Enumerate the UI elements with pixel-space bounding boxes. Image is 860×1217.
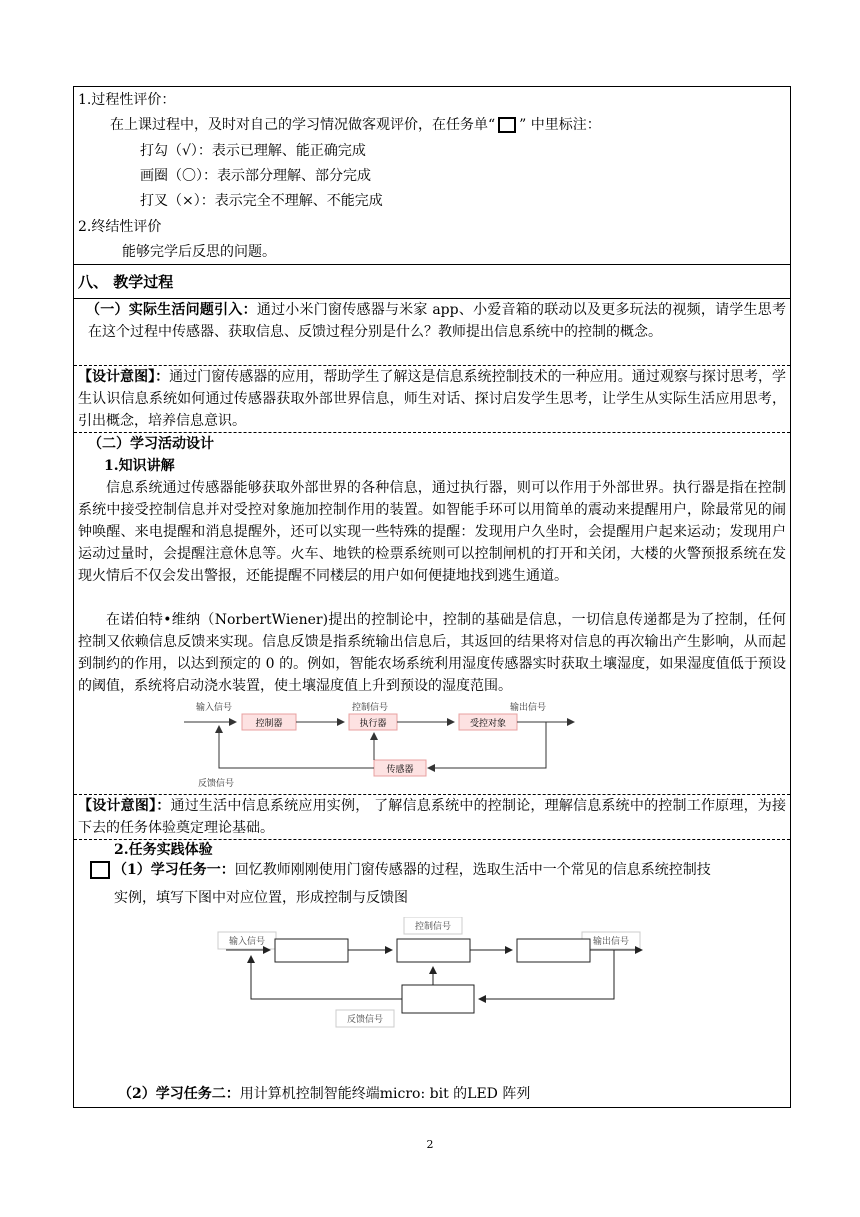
blank-box-4[interactable] xyxy=(402,985,474,1013)
summative-eval-text: 能够完学后反思的问题。 xyxy=(122,244,276,260)
blank-box-2[interactable] xyxy=(397,939,470,962)
evaluation-cell xyxy=(74,87,790,262)
control-signal-label: 控制信号 xyxy=(414,922,452,932)
design-intent-text: 通过门窗传感器的应用，帮助学生了解这是信息系统控制技术的一种应用。通过观察与探讨思考，学生认识信息系统如何通过传感器获取外部世界信息，师生对话、探讨启发学生思考，让学生从实际生活应用思考，引出概念，培养信息意识。 xyxy=(78,369,786,429)
feedback-signal-label: 反馈信号 xyxy=(346,1015,384,1025)
feedback-signal-label: 反馈信号 xyxy=(198,779,235,789)
knowledge-subtitle-text: 1.知识讲解 xyxy=(104,458,175,474)
task2-label: （2）学习任务二： xyxy=(118,1086,240,1102)
blank-box-3[interactable] xyxy=(517,939,590,962)
blank-box-1[interactable] xyxy=(275,939,348,962)
summative-eval-title: 2.终结性评价 xyxy=(78,219,162,235)
design-intent-1 xyxy=(78,366,786,432)
part1-text: 通过小米门窗传感器与米家 app、小爱音箱的联动以及更多玩法的视频，请学生思考在这个过程中传感器、获取信息、反馈过程分别是什么？教师提出信息系统中的控制的概念。 xyxy=(88,302,787,340)
task1-text-a: 回忆教师刚刚使用门窗传感器的过程，选取生活中一个常见的信息系统控制技 xyxy=(234,862,711,878)
task2-line xyxy=(118,1083,530,1105)
process-eval-text xyxy=(110,114,601,136)
process-eval-text-a: 在上课过程中，及时对自己的学习情况做客观评价，在任务单“ xyxy=(110,117,496,133)
knowledge-subtitle xyxy=(104,455,175,477)
page-number: 2 xyxy=(426,1138,434,1151)
feedback-path-left xyxy=(219,726,374,768)
task1-label: （1）学习任务一： xyxy=(113,862,235,878)
output-signal-label: 输出信号 xyxy=(592,937,630,947)
knowledge-para-1: 信息系统通过传感器能够获取外部世界的各种信息，通过执行器，则可以作用于外部世界。执行器是指在控制系统中接受控制信息并对受控对象施加控制作用的装置。如智能手环可以用简单的震动来提醒用户，除最常见的闹钟唤醒、来电提醒和消息提醒外，还可以实现一些特殊的提醒：发现用户久坐时，会提醒用户起来运动；发现用户运动过量时，会提醒注意休息等。火车、地铁的检票系统则可以控制闸机的打开和关闭，大楼的火警预报系统在发现火情后不仅会发出警报，还能提醒不同楼层的用户如何便捷地找到逃生通道。 xyxy=(78,480,786,584)
task1-checkbox-icon[interactable] xyxy=(90,861,110,879)
row-divider xyxy=(74,264,790,265)
knowledge-para-2: 在诺伯特•维纳（NorbertWiener)提出的控制论中，控制的基础是信息，一切信息传递都是为了控制，任何控制又依赖信息反馈来实现。信息反馈是指系统输出信息后，其返回的结果将对信息的再次输出产生影响，从而起到制约的作用，以达到预定的 0 的。例如，智能农场系统利用湿度传感器实时获取土壤湿度，如果湿度值低于预设的阈值，系统将启动浇水装置，使土壤湿度值上升到预设的湿度范围。 xyxy=(78,612,786,694)
document-table xyxy=(73,86,791,1108)
design-intent-text: 通过生活中信息系统应用实例， 了解信息系统中的控制论，理解信息系统中的控制工作原理，为接下去的任务体验奠定理论基础。 xyxy=(78,798,787,836)
part1-block xyxy=(88,299,786,343)
target-label: 受控对象 xyxy=(469,719,507,729)
section-title: 八、 教学过程 xyxy=(78,273,174,291)
design-intent-label: 【设计意图】： xyxy=(78,369,170,385)
controller-label: 控制器 xyxy=(255,719,283,729)
part1-label: （一）实际生活问题引入： xyxy=(86,302,257,318)
design-intent-label: 【设计意图】： xyxy=(78,798,171,814)
design-intent-2 xyxy=(78,795,786,839)
input-signal-label: 输入信号 xyxy=(196,703,233,713)
blank-control-diagram xyxy=(214,917,654,1037)
task2-text: 用计算机控制智能终端micro: bit 的LED 阵列 xyxy=(239,1086,531,1102)
cross-rule: 打叉（×）：表示完全不理解、不能完成 xyxy=(140,193,383,209)
task-subtitle-text: 2.任务实践体验 xyxy=(114,842,213,858)
task1-line-a xyxy=(90,859,711,881)
tick-rule: 打勾（√）：表示已理解、能正确完成 xyxy=(140,143,366,159)
control-signal-label: 控制信号 xyxy=(352,703,389,713)
task1-line-b: 实例，填写下图中对应位置，形成控制与反馈图 xyxy=(114,890,408,906)
sensor-label: 传感器 xyxy=(386,765,414,775)
task-subtitle xyxy=(114,839,213,861)
part2-title: （二）学习活动设计 xyxy=(88,436,214,452)
checkbox-square-icon xyxy=(498,117,516,133)
output-signal-label: 输出信号 xyxy=(510,703,547,713)
process-eval-title: 1.过程性评价： xyxy=(78,92,176,108)
input-signal-label: 输入信号 xyxy=(228,937,266,947)
actuator-label: 执行器 xyxy=(359,719,387,729)
process-eval-text-b: ” 中里标注： xyxy=(519,117,601,133)
control-feedback-diagram xyxy=(184,692,584,792)
circle-rule: 画圈（〇）：表示部分理解、部分完成 xyxy=(140,168,371,184)
